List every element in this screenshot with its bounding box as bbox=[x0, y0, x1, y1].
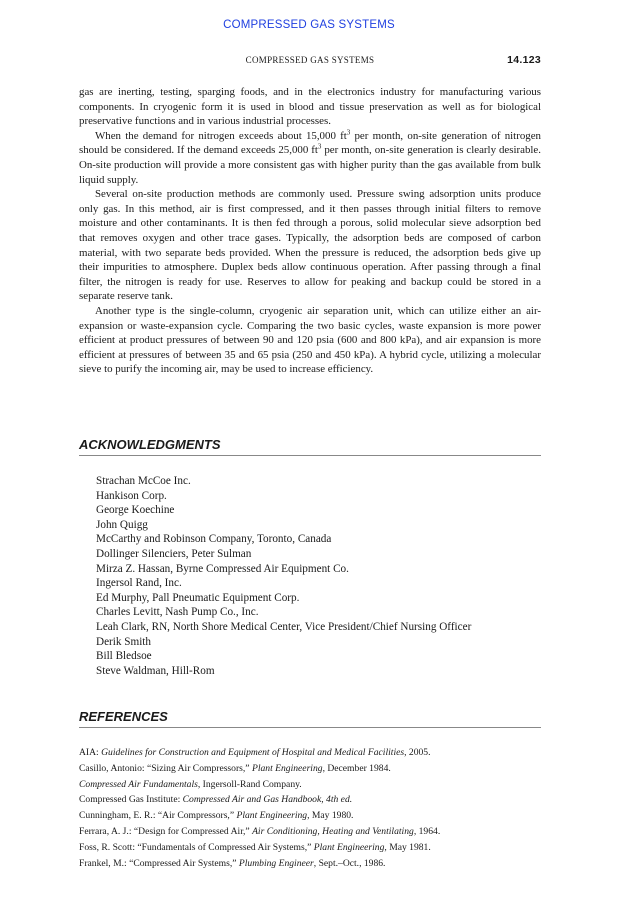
list-item: Dollinger Silenciers, Peter Sulman bbox=[96, 547, 252, 560]
list-item: George Koechine bbox=[96, 504, 175, 517]
reference-item: Ferrara, A. J.: “Design for Compressed Air,” Air Conditioning, Heating and Ventilating, 1964. bbox=[79, 825, 441, 837]
reference-item: Compressed Gas Institute: Compressed Air and Gas Handbook, 4th ed. bbox=[79, 794, 353, 806]
list-item: Leah Clark, RN, North Shore Medical Center, Vice President/Chief Nursing Officer bbox=[96, 620, 472, 633]
list-item: Ingersol Rand, Inc. bbox=[96, 577, 182, 590]
running-head-title: COMPRESSED GAS SYSTEMS bbox=[245, 55, 375, 65]
top-banner: COMPRESSED GAS SYSTEMS bbox=[223, 19, 395, 31]
paragraph: Another type is the single-column, cryogenic air separation unit, which can utilize either an air-expansion or waste-expansion cycle. Comparing the two basic cycles, waste expansion is more power efficient at product pressures of between 90 and 120 psia (600 and 800 kPa), and air expansion is more efficient at pressures of between 35 and 65 psia (250 and 450 kPa). A hybrid cycle, utilizing a molecular sieve to purify the incoming air, may be used to increase efficiency. bbox=[79, 304, 541, 376]
list-item: John Quigg bbox=[96, 518, 148, 531]
paragraph: When the demand for nitrogen exceeds about 15,000 $ft^3$ per month, on-site generation of nitrogen should be considered. If the demand exceeds 25,000 $ft^3$ per month, on-site generation is clearly desirable. On-site production will provide a more consistent gas with higher purity than the gas available from bulk liquid supply. bbox=[79, 128, 541, 186]
reference-item: AIA: Guidelines for Construction and Equipment of Hospital and Medical Facilities, 2005. bbox=[79, 747, 431, 758]
list-item: Steve Waldman, Hill-Rom bbox=[96, 664, 215, 677]
list-item: Strachan McCoe Inc. bbox=[96, 475, 191, 487]
list-item: Derik Smith bbox=[96, 635, 152, 648]
reference-item: Cunningham, E. R.: “Air Compressors,” Plant Engineering, May 1980. bbox=[79, 810, 354, 822]
references-heading: REFERENCES bbox=[79, 709, 541, 728]
reference-item: Casillo, Antonio: “Sizing Air Compressors,” Plant Engineering, December 1984. bbox=[79, 762, 391, 774]
page-number: 14.123 bbox=[507, 54, 541, 66]
list-item: Ed Murphy, Pall Pneumatic Equipment Corp. bbox=[96, 591, 300, 604]
list-item: Bill Bledsoe bbox=[96, 650, 152, 663]
list-item: Mirza Z. Hassan, Byrne Compressed Air Equipment Co. bbox=[96, 562, 349, 575]
paragraph: Several on-site production methods are commonly used. Pressure swing adsorption units produce only gas. In this method, air is first compressed, and it then passes through initial filters to remove moisture and other contaminants. It is then fed through a porous, solid molecular sieve adsorption bed that removes oxygen and other trace gases. Typically, the adsorption beds are composed of carbon material, with two separate beds provided. When the pressure is reduced, the adsorption beds give up their impurities to atmosphere. Duplex beds allow continuous operation. After passing through a final filter, the nitrogen is ready for use. Reserves to allow for peaking and backup could be stored in a separate reserve tank. bbox=[79, 188, 541, 303]
list-item: Charles Levitt, Nash Pump Co., Inc. bbox=[96, 606, 259, 619]
references-list bbox=[79, 745, 549, 871]
reference-item: Frankel, M.: “Compressed Air Systems,” Plumbing Engineer, Sept.–Oct., 1986. bbox=[79, 857, 386, 869]
list-item: Hankison Corp. bbox=[96, 489, 167, 502]
acknowledgments-list bbox=[96, 474, 546, 678]
body-text bbox=[79, 85, 541, 377]
reference-item: Foss, R. Scott: “Fundamentals of Compressed Air Systems,” Plant Engineering, May 1981. bbox=[79, 841, 431, 853]
list-item: McCarthy and Robinson Company, Toronto, Canada bbox=[96, 533, 332, 546]
paragraph: gas are inerting, testing, sparging foods, and in the electronics industry for manufacturing various components. In cryogenic form it is used in blood and tissue preservation as well as for biological preservative functions and in various industrial processes. bbox=[79, 86, 541, 128]
reference-item: Compressed Air Fundamentals, Ingersoll-Rand Company. bbox=[79, 778, 302, 790]
acknowledgments-heading: ACKNOWLEDGMENTS bbox=[79, 437, 541, 456]
